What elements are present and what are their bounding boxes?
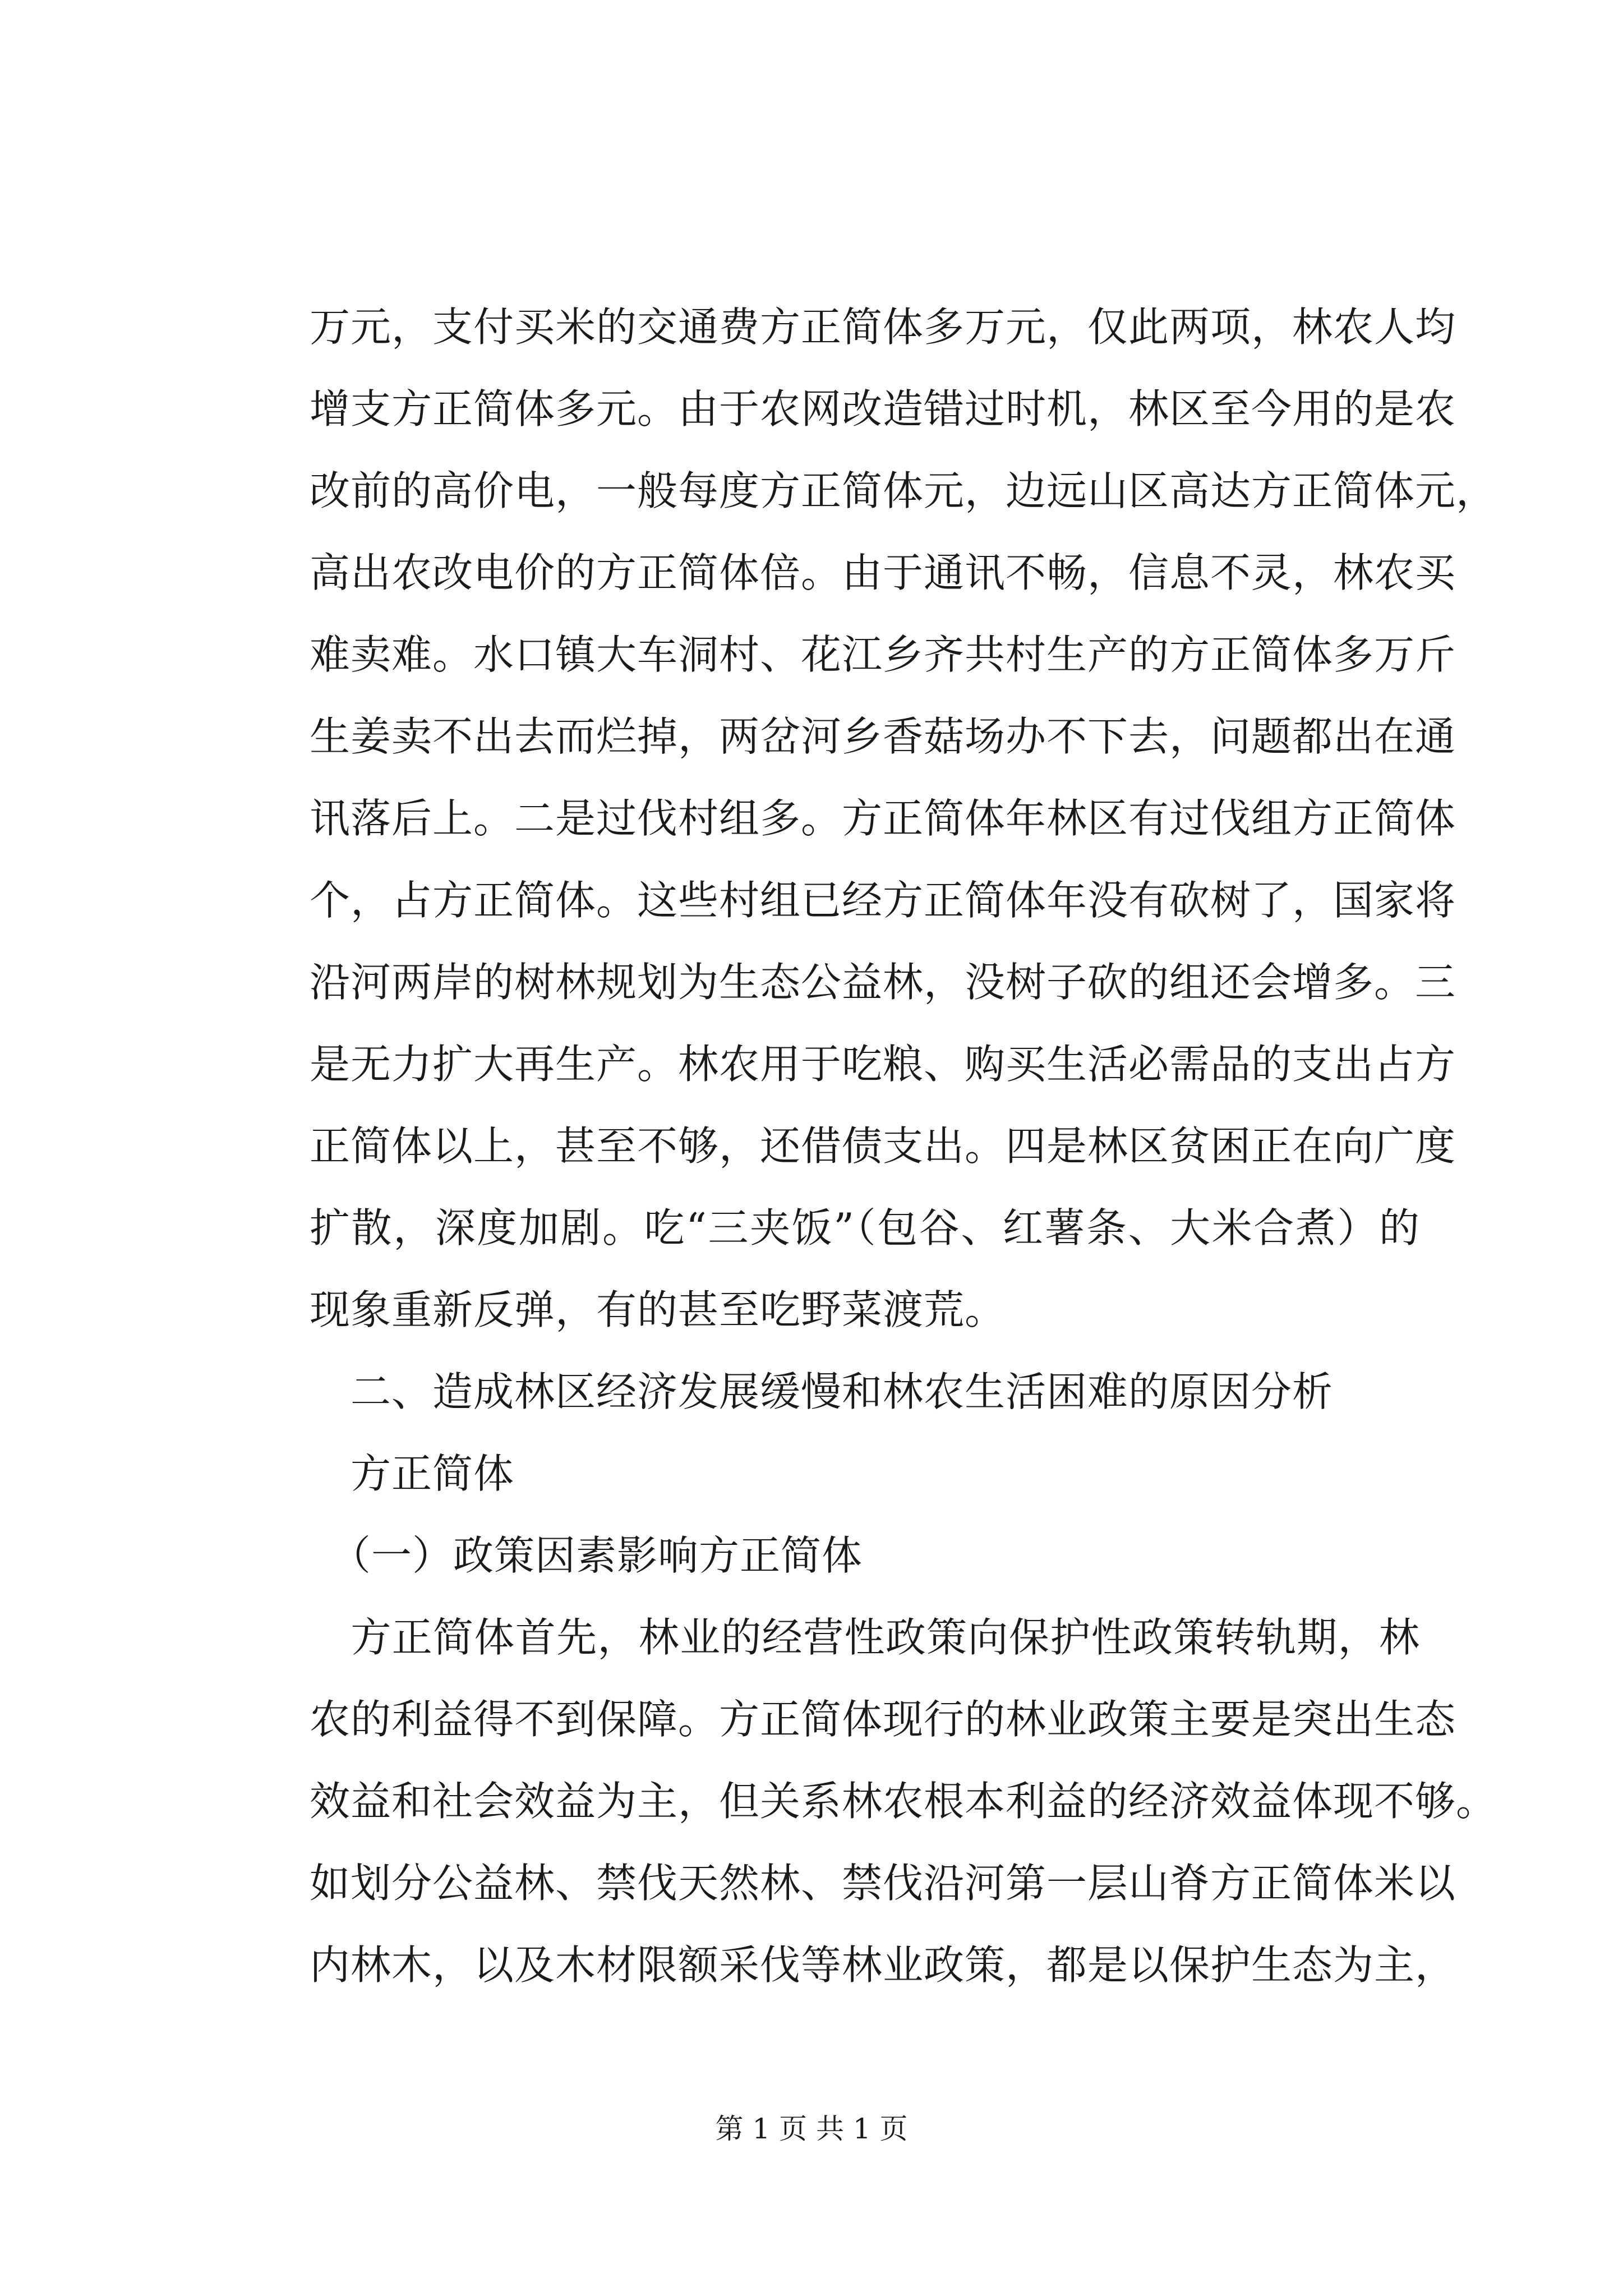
body-line-12: 扩散，深度加剧。吃“三夹饭”（包谷、红薯条、大米合煮）的 — [310, 1204, 1420, 1251]
page-number-footer: 第 1 页 共 1 页 — [715, 2113, 908, 2145]
body-line-9: 沿河两岸的树林规划为生态公益林，没树子砍的组还会增多。三 — [310, 959, 1456, 1006]
body-line-5: 难卖难。水口镇大车洞村、花江乡齐共村生产的方正简体多万斤 — [310, 631, 1456, 678]
body-line-7: 讯落后上。二是过伐村组多。方正简体年林区有过伐组方正简体 — [310, 795, 1456, 842]
body-line-18: 农的利益得不到保障。方正简体现行的林业政策主要是突出生态 — [310, 1696, 1456, 1743]
body-line-20: 如划分公益林、禁伐天然林、禁伐沿河第一层山脊方正简体米以 — [310, 1860, 1456, 1907]
section-heading-2: 二、造成林区经济发展缓慢和林农生活困难的原因分析 — [310, 1368, 1334, 1415]
body-line-6: 生姜卖不出去而烂掉，两岔河乡香菇场办不下去，问题都出在通 — [310, 713, 1456, 760]
body-line-11: 正简体以上，甚至不够，还借债支出。四是林区贫困正在向广度 — [310, 1122, 1456, 1170]
body-line-17: 方正简体首先，林业的经营性政策向保护性政策转轨期，林 — [310, 1614, 1420, 1661]
body-line-13: 现象重新反弹，有的甚至吃野菜渡荒。 — [310, 1286, 1006, 1333]
body-line-8: 个，占方正简体。这些村组已经方正简体年没有砍树了，国家将 — [310, 877, 1456, 924]
body-line-1: 万元，支付买米的交通费方正简体多万元，仅此两项，林农人均 — [310, 303, 1456, 351]
body-line-21: 内林木，以及木材限额采伐等林业政策，都是以保护生态为主， — [310, 1941, 1456, 1989]
subsection-heading-1: （一）政策因素影响方正简体 — [310, 1532, 863, 1579]
body-line-2: 增支方正简体多元。由于农网改造错过时机，林区至今用的是农 — [310, 385, 1456, 432]
body-line-10: 是无力扩大再生产。林农用于吃粮、购买生活必需品的支出占方 — [310, 1041, 1456, 1088]
body-line-19: 效益和社会效益为主，但关系林农根本利益的经济效益体现不够。 — [310, 1778, 1497, 1825]
document-body — [310, 286, 1497, 2006]
body-line-3: 改前的高价电，一般每度方正简体元，边远山区高达方正简体元， — [310, 467, 1497, 514]
body-line-15: 方正简体 — [310, 1450, 515, 1497]
body-line-4: 高出农改电价的方正简体倍。由于通讯不畅，信息不灵，林农买 — [310, 549, 1456, 596]
